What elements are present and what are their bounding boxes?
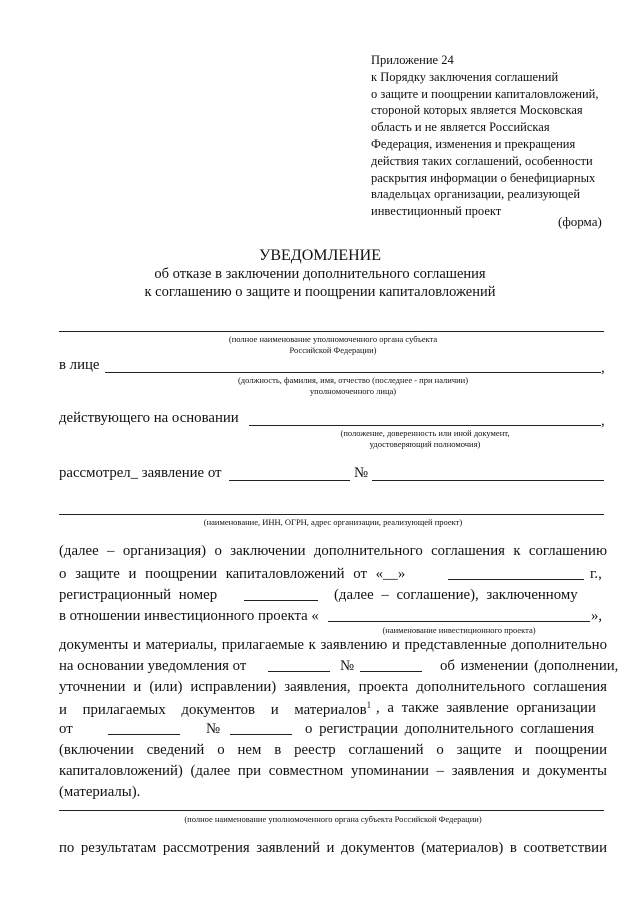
para2-line-4-text: и прилагаемых документов и материалов — [59, 701, 367, 718]
authority-caption-1: (полное наименование уполномоченного органа субъекта — [228, 334, 438, 344]
organization-input-line[interactable] — [59, 514, 604, 515]
appendix-line: Приложение 24 — [371, 53, 454, 67]
appendix-header — [371, 52, 598, 220]
in-person-input-line[interactable] — [105, 372, 601, 373]
para2-line-7: капиталовложений) (далее при совместном упоминании – заявления и документы — [59, 763, 607, 779]
para2-line-2b: № — [340, 658, 355, 674]
subtitle-line-2: к соглашению о защите и поощрении капиталовложений — [144, 284, 496, 300]
page-title: УВЕДОМЛЕНИЕ — [259, 247, 381, 264]
acting-basis-comma: , — [601, 413, 605, 429]
para1-line-3a: регистрационный номер — [59, 587, 218, 603]
project-caption: (наименование инвестиционного проекта) — [382, 625, 536, 635]
para1-line-3b: (далее – соглашение), заключенному — [334, 587, 578, 603]
subtitle-line-1: об отказе в заключении дополнительного соглашения — [154, 266, 486, 282]
notice-number-input-line[interactable] — [360, 671, 422, 672]
para2-line-2c: об изменении (дополнении, — [440, 658, 619, 674]
authority-full-input-line[interactable] — [59, 810, 604, 811]
organization-caption: (наименование, ИНН, ОГРН, адрес организации, реализующей проект) — [203, 517, 463, 527]
in-person-comma: , — [601, 360, 605, 376]
basis-caption-1: (положение, доверенность или иной документ, — [340, 428, 510, 438]
agreement-date-input-line[interactable] — [448, 579, 584, 580]
appendix-line: о защите и поощрении капиталовложений, — [371, 86, 599, 101]
appendix-line: стороной которых является Московская — [371, 103, 583, 118]
para2-line-1: документы и материалы, прилагаемые к заявлению и представленные дополнительно — [59, 637, 607, 653]
project-input-line[interactable] — [328, 621, 590, 622]
acting-basis-input-line[interactable] — [249, 425, 601, 426]
para2-line-4a — [59, 700, 371, 719]
basis-caption-2: удостоверяющий полномочия) — [369, 439, 481, 449]
para1-line-2a: о защите и поощрении капиталовложений от «__» — [59, 566, 406, 582]
appendix-line: инвестиционный проект — [371, 204, 502, 219]
person-caption-2: уполномоченного лица) — [309, 386, 397, 396]
authority-caption-2: Российской Федерации) — [289, 345, 377, 355]
para2-line-6: (включении сведений о нем в реестр соглашений о защите и поощрении — [59, 742, 607, 758]
application-date-input-line[interactable] — [229, 480, 350, 481]
para1-line-2b: г., — [590, 566, 602, 582]
para2-line-5c: о регистрации дополнительного соглашения — [305, 721, 595, 737]
para2-line-8: (материалы). — [59, 784, 141, 800]
para2-line-4b: , а также заявление организации — [376, 700, 596, 716]
notice-date-input-line[interactable] — [268, 671, 330, 672]
appendix-line: раскрытия информации о бенефициарных — [371, 170, 596, 185]
in-person-label: в лице — [59, 357, 100, 373]
acting-basis-label: действующего на основании — [59, 410, 239, 426]
footnote-marker: 1 — [366, 700, 372, 710]
para1-line-4b: », — [591, 608, 603, 624]
appendix-line: область и не является Российская — [371, 120, 550, 135]
para2-line-3: уточнении и (или) исправлении) заявления, проекта дополнительного соглашения — [59, 679, 607, 695]
appendix-line: Федерация, изменения и прекращения — [371, 136, 576, 151]
closing-line: по результатам рассмотрения заявлений и документов (материалов) в соответствии — [59, 840, 607, 856]
para2-line-5b: № — [206, 721, 221, 737]
reviewed-label: рассмотрел_ заявление от — [59, 465, 222, 481]
para2-line-2a: на основании уведомления от — [59, 658, 247, 674]
application-number-input-line[interactable] — [372, 480, 604, 481]
appendix-line: к Порядку заключения соглашений — [371, 69, 559, 84]
registration-number-input-line[interactable] — [244, 600, 318, 601]
para2-line-5a: от — [59, 721, 73, 737]
appendix-line: владельцах организации, реализующей — [371, 187, 581, 202]
form-label: (форма) — [558, 214, 602, 229]
authority-full-caption: (полное наименование уполномоченного органа субъекта Российской Федерации) — [184, 814, 482, 824]
org-application-date-input-line[interactable] — [108, 734, 180, 735]
org-application-number-input-line[interactable] — [230, 734, 292, 735]
appendix-line: действия таких соглашений, особенности — [371, 153, 593, 168]
para1-line-1: (далее – организация) о заключении дополнительного соглашения к соглашению — [59, 543, 607, 559]
authority-input-line[interactable] — [59, 331, 604, 332]
para1-line-4a: в отношении инвестиционного проекта « — [59, 608, 319, 624]
number-sign: № — [354, 465, 369, 481]
person-caption-1: (должность, фамилия, имя, отчество (последнее - при наличии) — [237, 375, 469, 385]
